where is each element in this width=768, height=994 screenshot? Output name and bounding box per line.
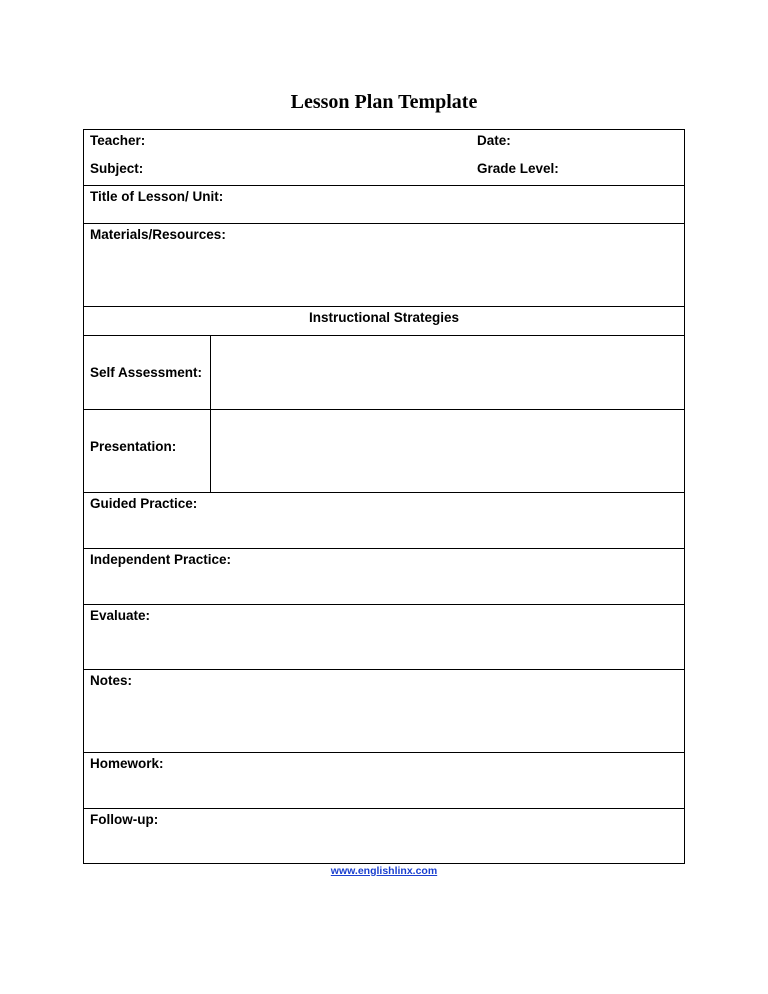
materials-row (84, 224, 684, 307)
title-of-lesson-label: Title of Lesson/ Unit: (90, 189, 224, 204)
date-label: Date: (477, 133, 511, 148)
notes-row (84, 670, 684, 753)
notes-label: Notes: (90, 673, 133, 688)
guided-practice-row (84, 493, 684, 549)
page-title: Lesson Plan Template (290, 91, 478, 113)
instructional-strategies-heading: Instructional Strategies (308, 310, 460, 325)
column-divider (210, 336, 211, 409)
title-of-lesson-row (84, 186, 684, 224)
lesson-plan-form (83, 129, 685, 864)
follow-up-label: Follow-up: (90, 812, 159, 827)
homework-label: Homework: (90, 756, 164, 771)
self-assessment-label: Self Assessment: (90, 365, 203, 380)
independent-practice-label: Independent Practice: (90, 552, 232, 567)
evaluate-row (84, 605, 684, 670)
materials-label: Materials/Resources: (90, 227, 226, 242)
homework-row (84, 753, 684, 809)
teacher-label: Teacher: (90, 133, 146, 148)
evaluate-label: Evaluate: (90, 608, 151, 623)
subject-label: Subject: (90, 161, 144, 176)
self-assessment-row (84, 336, 684, 410)
independent-practice-row (84, 549, 684, 605)
grade-level-label: Grade Level: (477, 161, 559, 176)
column-divider (210, 410, 211, 492)
presentation-row (84, 410, 684, 493)
footer-link[interactable]: www.englishlinx.com (330, 865, 438, 877)
header-row (84, 130, 684, 186)
instructional-strategies-row (84, 307, 684, 336)
guided-practice-label: Guided Practice: (90, 496, 198, 511)
presentation-label: Presentation: (90, 439, 177, 454)
follow-up-row (84, 809, 684, 862)
